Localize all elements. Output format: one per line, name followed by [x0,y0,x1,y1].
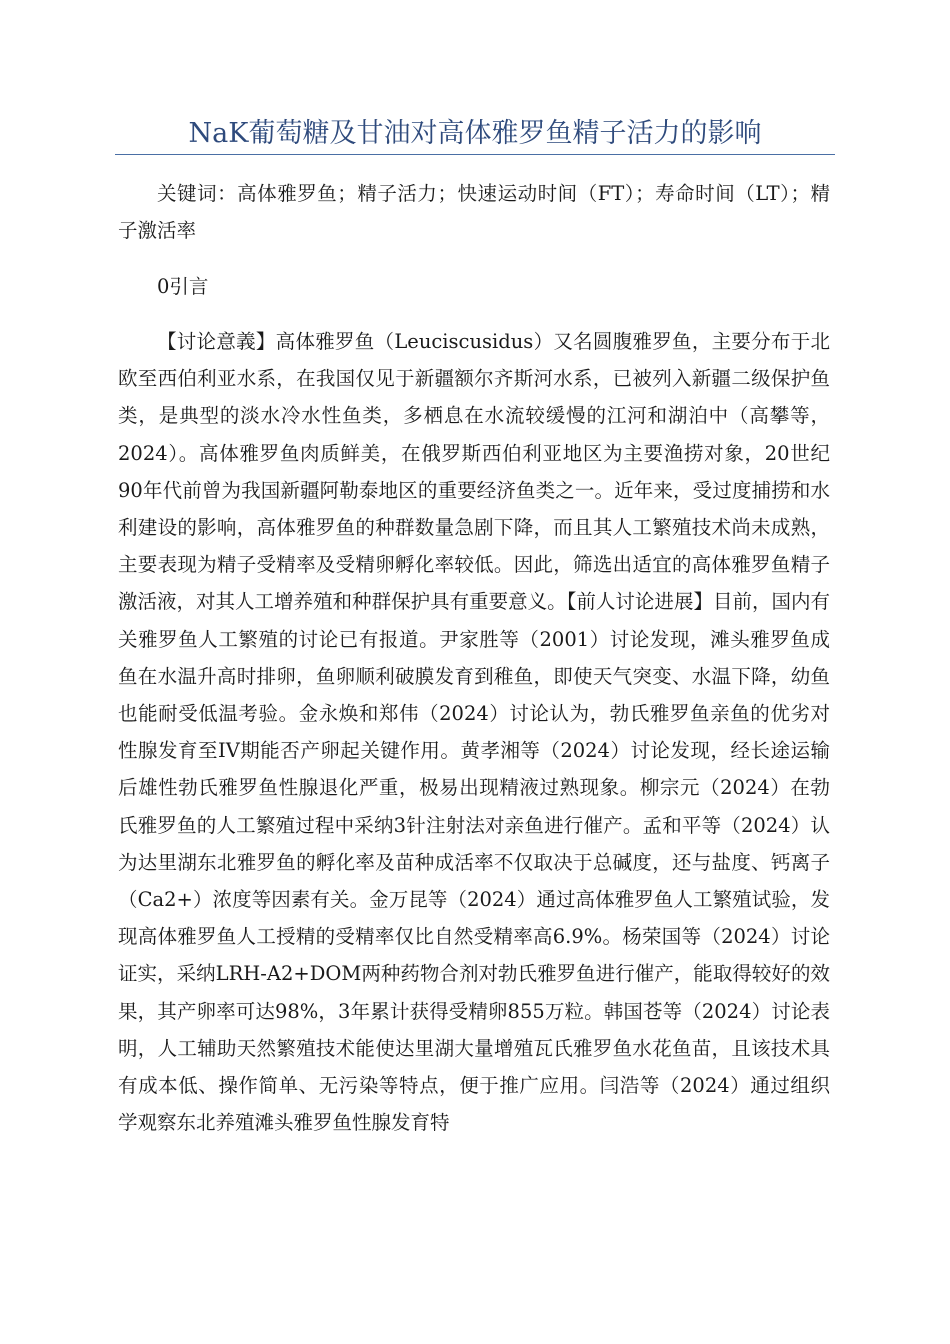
document-title: NaK葡萄糖及甘油对高体雅罗鱼精子活力的影响 [188,118,762,149]
section-heading: 0引言 [157,275,209,298]
keywords-line: 关键词：高体雅罗鱼；精子活力；快速运动时间（FT）；寿命时间（LT）；精子激活率 [118,182,830,243]
body-paragraph: 【讨论意義】高体雅罗鱼（Leuciscusidus）又名圆腹雅罗鱼，主要分布于北欧至西伯利亚水系，在我国仅见于新疆额尔齐斯河水系，已被列入新疆二级保护鱼类，是典型的淡水冷水性鱼类，多栖息在水流较缓慢的江河和湖泊中（高攀等，2024）。高体雅罗鱼肉质鲜美，在俄罗斯西伯利亚地区为主要渔捞对象，20世纪90年代前曾为我国新疆阿勒泰地区的重要经济鱼类之一。近年来，受过度捕捞和水利建设的影响，高体雅罗鱼的种群数量急剧下降，而且其人工繁殖技术尚未成熟，主要表现为精子受精率及受精卵孵化率较低。因此，筛选出适宜的高体雅罗鱼精子激活液，对其人工增养殖和种群保护具有重要意义。【前人讨论进展】目前，国内有关雅罗鱼人工繁殖的讨论已有报道。尹家胜等（2001）讨论发现，滩头雅罗鱼成鱼在水温升高时排卵，鱼卵顺利破膜发育到稚鱼，即使天气突变、水温下降，幼鱼也能耐受低温考验。金永焕和郑伟（2024）讨论认为，勃氏雅罗鱼亲鱼的优劣对性腺发育至IV期能否产卵起关键作用。黄孝湘等（2024）讨论发现，经长途运输后雄性勃氏雅罗鱼性腺退化严重，极易出现精液过熟现象。柳宗元（2024）在勃氏雅罗鱼的人工繁殖过程中采纳3针注射法对亲鱼进行催产。孟和平等（2024）认为达里湖东北雅罗鱼的孵化率及苗种成活率不仅取决于总碱度，还与盐度、钙离子（Ca2+）浓度等因素有关。金万昆等（2024）通过高体雅罗鱼人工繁殖试验，发现高体雅罗鱼人工授精的受精率仅比自然受精率高6.9%。杨荣国等（2024）讨论证实，采纳LRH-A2+DOM两种药物合剂对勃氏雅罗鱼进行催产，能取得较好的效果，其产卵率可达98%，3年累计获得受精卵855万粒。韩国苍等（2024）讨论表明，人工辅助天然繁殖技术能使达里湖大量增殖瓦氏雅罗鱼水花鱼苗，且该技术具有成本低、操作简单、无污染等特点，便于推广应用。闫浩等（2024）通过组织学观察东北养殖滩头雅罗鱼性腺发育特 [118,330,830,1135]
title-underline [115,154,835,155]
